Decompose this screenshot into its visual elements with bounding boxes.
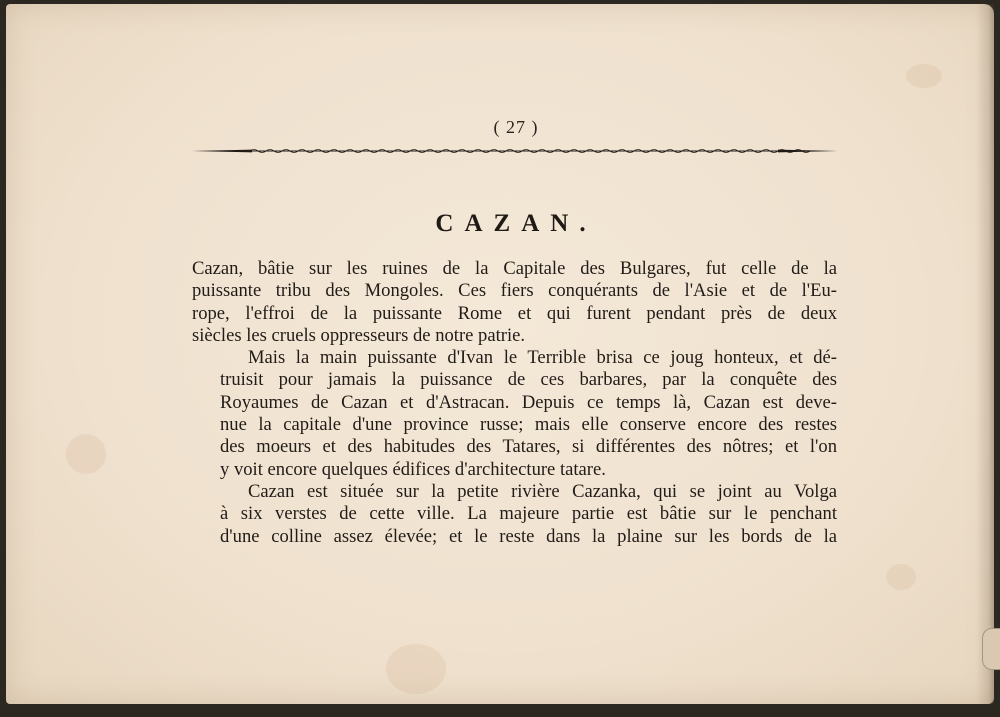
- paragraph: [192, 347, 837, 481]
- text-line: à six verstes de cette ville. La majeure partie est bâtie sur le penchant: [220, 503, 837, 525]
- text-line: Cazan est située sur la petite rivière Cazanka, qui se joint au Volga: [248, 480, 837, 502]
- paper-stain: [386, 644, 446, 694]
- body-text: [192, 258, 837, 548]
- page-number: ( 27 ): [493, 117, 539, 137]
- paragraph: [192, 481, 837, 548]
- paper-stain: [886, 564, 916, 590]
- text-line: nue la capitale d'une province russe; mais elle conserve encore des restes: [220, 414, 837, 436]
- text-line: truisit pour jamais la puissance de ces barbares, par la conquête des: [220, 369, 837, 391]
- text-line: Mais la main puissante d'Ivan le Terrible brisa ce joug honteux, et dé-: [248, 347, 837, 369]
- text-line: puissante tribu des Mongoles. Ces fiers conquérants de l'Asie et de l'Eu-: [192, 280, 837, 302]
- page-tab: [982, 628, 1000, 670]
- page-edge-shadow: [976, 4, 994, 704]
- text-line: Royaumes de Cazan et d'Astracan. Depuis ce temps là, Cazan est deve-: [220, 391, 837, 413]
- chapter-title: CAZAN.: [435, 210, 597, 237]
- text-line: Cazan, bâtie sur les ruines de la Capitale des Bulgares, fut celle de la: [192, 258, 837, 279]
- paragraph: [192, 258, 837, 347]
- paper-stain: [66, 434, 106, 474]
- paper-stain: [906, 64, 942, 88]
- header-rule: [192, 146, 838, 156]
- text-line: y voit encore quelques édifices d'architecture tatare.: [220, 458, 606, 480]
- book-page: [6, 4, 994, 704]
- text-line: siècles les cruels oppresseurs de notre patrie.: [192, 324, 526, 346]
- text-line: d'une colline assez élevée; et le reste dans la plaine sur les bords de la: [220, 525, 837, 547]
- text-line: des moeurs et des habitudes des Tatares, si différentes des nôtres; et l'on: [220, 436, 837, 458]
- text-line: rope, l'effroi de la puissante Rome et qui furent pendant près de deux: [192, 302, 837, 324]
